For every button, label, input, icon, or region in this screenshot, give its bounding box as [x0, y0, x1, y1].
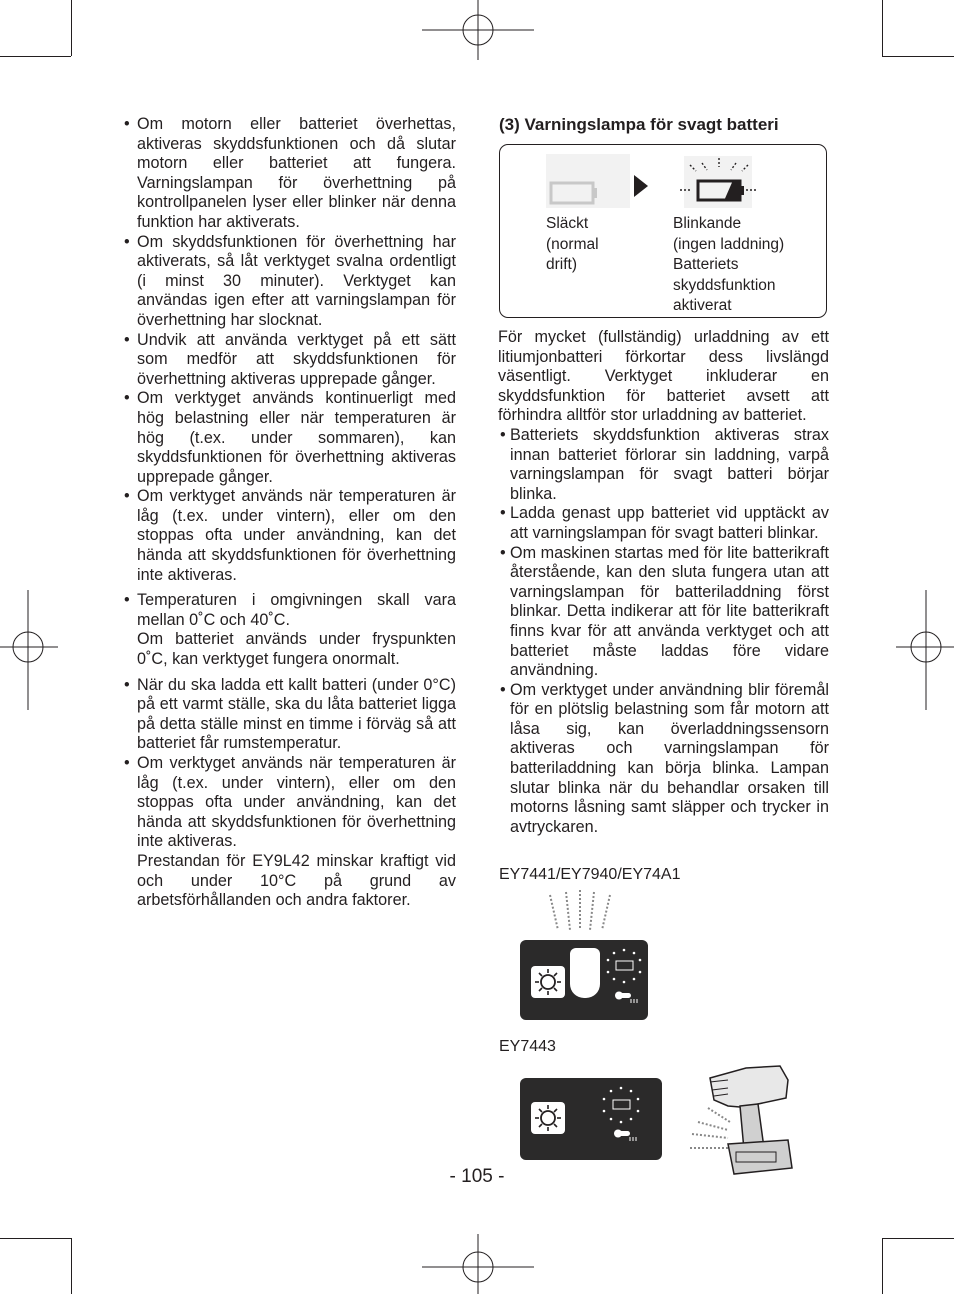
section-heading: (3) Varningslampa för svagt batteri	[499, 115, 779, 134]
warning-lamp-box	[499, 144, 827, 318]
performance-note: Prestandan för EY9L42 minskar kraftigt vid och under 10°C på grund av arbetsförhållanden och andra faktorer.	[137, 851, 456, 910]
caption-blinking	[673, 214, 784, 317]
caption-line: drift)	[546, 256, 577, 274]
model-label: EY7441/EY7940/EY74A1	[499, 866, 681, 883]
crop-mark	[0, 56, 71, 57]
left-column	[122, 115, 456, 911]
registration-mark-left	[0, 590, 58, 710]
crop-mark	[71, 0, 72, 56]
crop-mark	[0, 1238, 71, 1239]
list-item-continuation: Om batteriet används under fryspunkten 0˚C, kan verktyget fungera onormalt.	[137, 630, 456, 669]
list-item: • Om verktyget används kontinuerligt med hög belastning eller när temperaturen är hög (t.ex. under sommaren), kan skyddsfunktionen för överhettning aktiveras upprepade gånger.	[122, 389, 456, 487]
crop-mark	[882, 56, 954, 57]
list-item: • Temperaturen i omgivningen skall vara mellan 0˚C och 40˚C.	[122, 591, 456, 630]
battery-blinking-icon	[672, 153, 762, 211]
lit-lamp	[570, 948, 600, 998]
list-item: • Om skyddsfunktionen för överhettning har aktiverats, så låt verktyget svalna ordentligt (i minst 30 minuter). Verktyget kan användas igen efter att varningslampan för överhettning har slocknat.	[122, 233, 456, 331]
list-item: • När du ska ladda ett kallt batteri (under 0°C) på ett varmt ställe, ska du låta batteriet ligga på detta ställe minst en timme i förväg så att batteriet får rumstemperatur.	[122, 676, 456, 754]
crop-mark	[882, 1238, 954, 1239]
list-item: • Om verktyget används när temperaturen är låg (t.ex. under vintern), eller om den stoppas ofta under användning, kan det hända att skyddsfunktionen för överhettning inte aktiveras.	[122, 487, 456, 585]
battery-off-icon	[546, 154, 630, 208]
control-panel	[520, 1078, 662, 1160]
list-item: • Batteriets skyddsfunktion aktiveras strax innan batteriet förlorar sin laddning, varpå varningslampan för svagt batteri börjar blinka.	[498, 426, 829, 504]
drill-driver-icon	[688, 1060, 798, 1180]
thermometer-icon	[615, 988, 639, 1004]
model-label: EY7443	[499, 1038, 556, 1055]
right-column	[498, 328, 829, 837]
list-item: • Om motorn eller batteriet överhettas, aktiveras skyddsfunktionen och då slutar motorn eller batteriet att fungera. Varningslampan för överhettning på kontrollpanelen lyser eller blinker när denna funktion har aktiverats.	[122, 115, 456, 233]
list-item: • Om maskinen startas med för lite batterikraft återstående, kan den sluta fungera utan att varningslampan för batteriladdning först blinkar. Detta indikerar att för lite batterikraft finns kvar för att använda verktyget och att batteriet måste laddas före vidare användning.	[498, 544, 829, 681]
caption-line: Batteriets	[673, 256, 739, 274]
caption-line: Blinkande	[673, 215, 742, 232]
caption-line: aktiverat	[673, 297, 732, 315]
crop-mark	[882, 0, 883, 56]
arrow-right-icon	[634, 175, 650, 197]
crop-mark	[71, 1238, 72, 1294]
page-number: - 105 -	[449, 1166, 505, 1187]
intro-paragraph: För mycket (fullständig) urladdning av ett litiumjonbatteri förkortar dess livslängd väsentligt. Verktyget inkluderar en skyddsfunktion för batteriet avsett att förhindra alltför stor urladdning av batteriet.	[498, 328, 829, 425]
list-item: • Undvik att använda verktyget på ett sätt som medför att skyddsfunktionen för överhettning aktiveras upprepade gånger.	[122, 331, 456, 390]
led-light-icon	[534, 968, 562, 996]
caption-line: (ingen laddning)	[673, 235, 785, 253]
caption-line: skyddsfunktion	[673, 276, 776, 294]
caption-line: Släckt	[546, 215, 589, 232]
registration-mark-bottom	[422, 1234, 534, 1294]
low-battery-blink-icon	[604, 946, 646, 986]
control-panel	[520, 940, 648, 1020]
caption-off	[546, 214, 599, 276]
list-item: • Om verktyget används när temperaturen är låg (t.ex. under vintern), eller om den stoppas ofta under användning, kan det hända att skyddsfunktionen för överhettning inte aktiveras.	[122, 754, 456, 852]
crop-mark	[882, 1238, 883, 1294]
list-item: • Om verktyget under användning blir föremål för en plötslig belastning som får motorn att låsa sig, kan överladdningssensorn aktiveras och varningslampan för batteriladdning kan börja blinka. Lampan slutar blinka när du behandlar orsaken till motorns låsning samt släpper och trycker in avtryckaren.	[498, 681, 829, 838]
blink-rays-icon	[540, 890, 620, 940]
registration-mark-right	[896, 590, 954, 710]
registration-mark-top	[422, 0, 534, 60]
low-battery-blink-icon	[600, 1084, 644, 1126]
caption-line: (normal	[546, 235, 599, 253]
led-light-icon	[534, 1104, 562, 1132]
list-item: • Ladda genast upp batteriet vid upptäckt av att varningslampan för svagt batteri blinkar.	[498, 504, 829, 543]
thermometer-icon	[614, 1126, 638, 1142]
